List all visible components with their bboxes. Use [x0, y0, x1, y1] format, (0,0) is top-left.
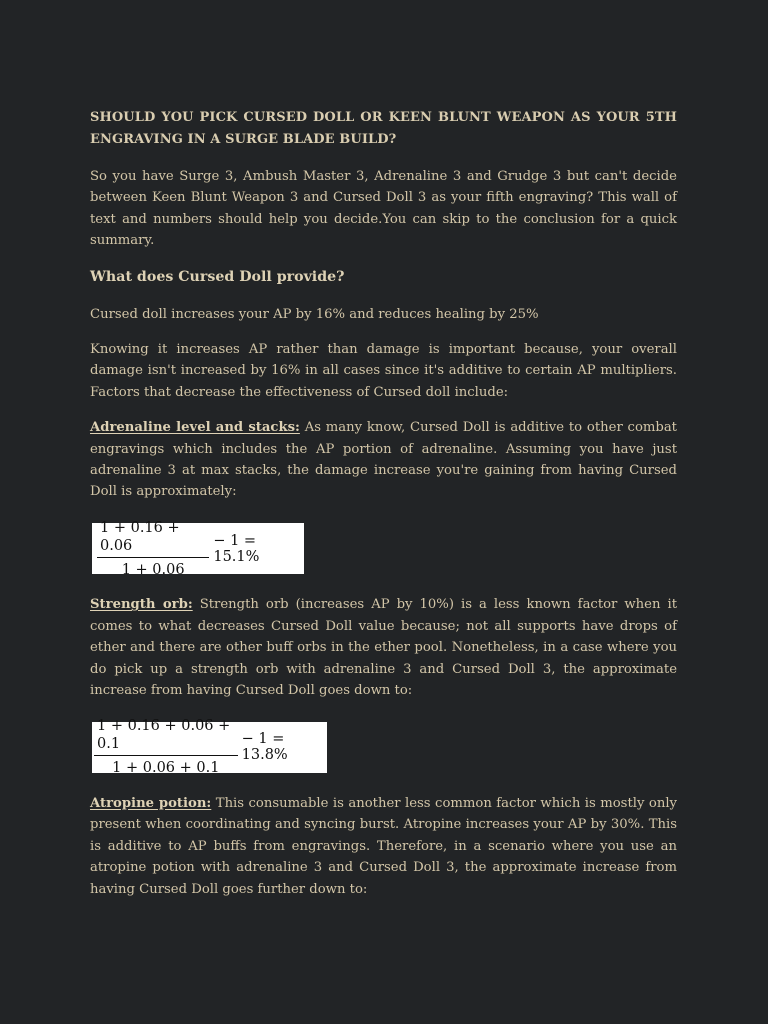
- adrenaline-text: As many know, Cursed Doll is additive to other combat engravings which includes the AP portion of adrenaline. Assuming you have just adrenaline 3 at max stacks, the damage increase you're gaining from having Cursed Doll is approximately:: [90, 420, 677, 500]
- formula-denominator: 1 + 0.06: [121, 561, 185, 578]
- article-title-line-1: SHOULD YOU PICK CURSED DOLL OR KEEN BLUNT WEAPON AS YOUR 5TH: [90, 110, 677, 125]
- strength-orb-paragraph: [90, 594, 677, 701]
- adrenaline-paragraph: [90, 417, 677, 503]
- article: [90, 107, 677, 914]
- article-title: [90, 107, 677, 151]
- atropine-text: This consumable is another less common factor which is mostly only present when coordinating and syncing burst. Atropine increases your AP by 30%. This is additive to AP buffs from engravings. Therefore, in a scenario where you use an atropine potion with adrenaline 3 and Cursed Doll 3, the approximate increase from having Cursed Doll goes further down to:: [90, 795, 677, 897]
- atropine-paragraph: [90, 793, 677, 900]
- formula-numerator: 1 + 0.16 + 0.06: [97, 519, 209, 558]
- formula-fraction: [97, 519, 209, 579]
- formula-result: − 1 = 13.8%: [241, 731, 288, 764]
- adrenaline-label: Adrenaline level and stacks:: [90, 420, 300, 436]
- ap-explanation-paragraph: Knowing it increases AP rather than damage is important because, your overall damage isn't increased by 16% in all cases since it's additive to certain AP multipliers. Factors that decrease the effectiveness of Cursed doll include:: [90, 342, 677, 400]
- cursed-doll-summary: Cursed doll increases your AP by 16% and reduces healing by 25%: [90, 306, 539, 322]
- formula-numerator: 1 + 0.16 + 0.06 + 0.1: [94, 717, 238, 756]
- formula-fraction: [94, 717, 238, 777]
- formula-denominator: 1 + 0.06 + 0.1: [112, 760, 220, 777]
- strength-orb-text: Strength orb (increases AP by 10%) is a less known factor when it comes to what decreases Cursed Doll value because; not all supports have drops of ether and there are other buff orbs in the ether pool. Nonetheless, in a case where you do pick up a strength orb with adrenaline 3 and Cursed Doll 3, the approximate increase from having Cursed Doll goes down to:: [90, 597, 677, 698]
- strength-orb-label: Strength orb:: [90, 597, 193, 613]
- formula-result: − 1 = 15.1%: [213, 532, 260, 565]
- article-title-line-2: ENGRAVING IN A SURGE BLADE BUILD?: [90, 132, 397, 147]
- section-heading: What does Cursed Doll provide?: [90, 268, 345, 285]
- formula-strength-orb: [92, 718, 327, 777]
- atropine-label: Atropine potion:: [90, 795, 212, 811]
- formula-adrenaline: [92, 519, 304, 578]
- intro-paragraph: So you have Surge 3, Ambush Master 3, Adrenaline 3 and Grudge 3 but can't decide between Keen Blunt Weapon 3 and Cursed Doll 3 as your fifth engraving? This wall of text and numbers should help you decide.You can skip to the conclusion for a quick summary.: [90, 169, 677, 249]
